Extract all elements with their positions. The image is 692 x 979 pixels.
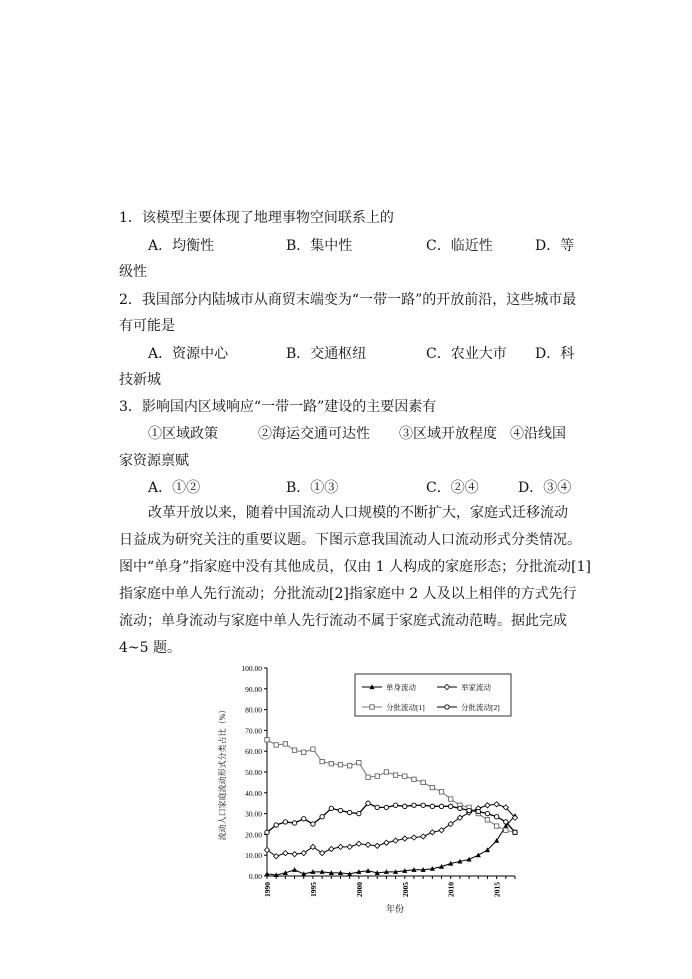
x-tick-label: 2005 [400, 882, 410, 897]
data-point [494, 838, 499, 843]
data-point [292, 821, 296, 825]
legend-label: 分批流动[2] [461, 703, 500, 712]
question-3-stem: 3．影响国内区域响应“一带一路”建设的主要因素有 [119, 399, 437, 415]
q1-option-d-wrap: 级性 [119, 264, 147, 280]
q3-item-4: ④沿线国 [510, 426, 566, 442]
q2-option-a: A．资源中心 [148, 346, 229, 362]
legend-label: 举家流动 [461, 683, 491, 692]
data-point [403, 774, 407, 778]
q3-item-1: ①区域政策 [148, 426, 218, 442]
data-point [283, 851, 288, 856]
data-point [412, 803, 416, 807]
y-tick-label: 70.00 [245, 726, 262, 736]
x-tick-label: 2010 [446, 882, 456, 897]
series-4 [265, 801, 517, 835]
passage-line-5: 流动；单身流动与家庭中单人先行流动不属于家庭式流动范畴。据此完成 [119, 613, 567, 629]
data-point [357, 760, 361, 764]
q2-option-c: C．农业大市 [426, 346, 507, 362]
data-point [375, 774, 379, 778]
legend-label: 分批流动[1] [386, 703, 425, 712]
data-point [329, 846, 334, 851]
x-tick-label: 2015 [492, 882, 502, 897]
data-point [513, 830, 517, 834]
q3-option-a: A．①② [148, 480, 201, 496]
question-2-stem-cont: 有可能是 [119, 318, 175, 334]
y-tick-label: 30.00 [245, 809, 262, 819]
data-point [365, 842, 370, 847]
data-point [439, 790, 443, 794]
y-tick-label: 40.00 [245, 788, 262, 798]
x-axis-label: 年份 [385, 904, 405, 914]
data-point [283, 742, 287, 746]
data-point [366, 801, 370, 805]
legend-label: 单身流动 [386, 683, 416, 692]
q1-option-c: C．临近性 [426, 238, 493, 254]
q3-item-4-wrap: 家资源禀赋 [119, 453, 189, 469]
x-tick-label: 1990 [263, 882, 272, 897]
chart-legend [355, 674, 511, 716]
q2-option-d-wrap: 技新城 [119, 372, 161, 388]
y-tick-label: 90.00 [245, 684, 262, 694]
data-point [265, 738, 269, 742]
data-point [329, 761, 333, 765]
y-tick-label: 0.00 [248, 872, 262, 881]
data-point [283, 820, 287, 824]
q1-option-d: D．等 [535, 238, 575, 254]
passage-line-4: 指家庭中单人先行流动；分批流动[2]指家庭中 2 人及以上相伴的方式先行 [119, 586, 577, 602]
data-point [302, 817, 306, 821]
data-point [274, 823, 278, 827]
passage-line-6: 4~5 题。 [119, 640, 181, 656]
data-point [338, 808, 342, 812]
data-point [347, 844, 352, 849]
data-point [274, 743, 278, 747]
y-tick-label: 50.00 [245, 768, 262, 777]
y-tick-label: 80.00 [245, 705, 262, 715]
data-point [494, 815, 498, 819]
data-point [311, 747, 315, 751]
data-point [403, 804, 407, 808]
data-point [292, 852, 297, 857]
data-point [411, 835, 416, 840]
passage-line-2: 日益成为研究关注的重要议题。下图示意我国流动人口流动形式分类情况。 [119, 532, 581, 548]
y-tick-label: 60.00 [245, 747, 262, 757]
data-point [485, 818, 489, 822]
x-tick-label: 1995 [308, 882, 318, 897]
question-1-stem: 1．该模型主要体现了地理事物空间联系上的 [119, 210, 394, 226]
migration-line-chart [212, 661, 542, 921]
data-point [449, 804, 453, 808]
data-point [430, 785, 434, 789]
data-point [494, 824, 498, 828]
data-point [504, 820, 508, 824]
x-tick-label: 2000 [354, 882, 364, 897]
chart-series [264, 738, 517, 877]
data-point [430, 830, 435, 835]
data-point [485, 803, 490, 808]
q3-option-b: B．①③ [286, 480, 339, 496]
data-point [439, 804, 443, 808]
q3-option-d: D．③④ [518, 480, 572, 496]
passage-line-3: 图中“单身”指家庭中没有其他成员，仅由 1 人构成的家庭形态；分批流动[1] [119, 559, 591, 575]
data-point [393, 773, 397, 777]
data-point [402, 836, 407, 841]
data-point [338, 763, 342, 767]
q3-item-3: ③区域开放程度 [399, 426, 497, 442]
data-point [302, 750, 306, 754]
data-point [384, 770, 388, 774]
data-point [458, 806, 462, 810]
q2-option-d: D．科 [535, 346, 575, 362]
y-axis-label: 流动人口家庭流动形式分类占比（%） [218, 705, 227, 841]
data-point [357, 811, 361, 815]
data-point [347, 764, 351, 768]
data-point [467, 808, 471, 812]
data-point [320, 759, 324, 763]
y-tick-label: 100.00 [241, 664, 262, 673]
question-2-stem: 2．我国部分内陆城市从商贸末端变为“一带一路”的开放前沿，这些城市最 [119, 292, 577, 308]
series-1 [264, 813, 517, 877]
data-point [485, 811, 489, 815]
q3-option-c: C．②④ [426, 480, 479, 496]
q2-option-b: B．交通枢纽 [286, 346, 367, 362]
data-point [466, 857, 471, 862]
data-point [421, 803, 425, 807]
data-point [320, 815, 324, 819]
data-point [347, 810, 351, 814]
data-point [311, 822, 315, 826]
data-point [384, 840, 389, 845]
data-point [375, 805, 379, 809]
data-point [338, 844, 343, 849]
data-point [412, 777, 416, 781]
y-tick-label: 20.00 [245, 830, 262, 840]
legend-marker [445, 705, 449, 709]
data-point [393, 803, 397, 807]
data-point [421, 780, 425, 784]
y-tick-label: 10.00 [245, 851, 262, 861]
legend-marker [370, 705, 374, 709]
q1-option-b: B．集中性 [286, 238, 353, 254]
series-line [267, 816, 515, 875]
data-point [476, 809, 480, 813]
data-point [504, 828, 508, 832]
data-point [375, 843, 380, 848]
data-point [494, 802, 499, 807]
data-point [476, 853, 481, 858]
data-point [393, 838, 398, 843]
data-point [449, 797, 453, 801]
data-point [292, 867, 297, 872]
data-point [384, 805, 388, 809]
q1-option-a: A．均衡性 [148, 238, 215, 254]
data-point [430, 804, 434, 808]
data-point [329, 806, 333, 810]
data-point [366, 775, 370, 779]
passage-line-1: 改革开放以来，随着中国流动人口规模的不断扩大，家庭式迁移流动 [148, 505, 568, 521]
q3-item-2: ②海运交通可达性 [258, 426, 370, 442]
data-point [265, 830, 269, 834]
data-point [421, 834, 426, 839]
data-point [292, 748, 296, 752]
data-point [356, 841, 361, 846]
